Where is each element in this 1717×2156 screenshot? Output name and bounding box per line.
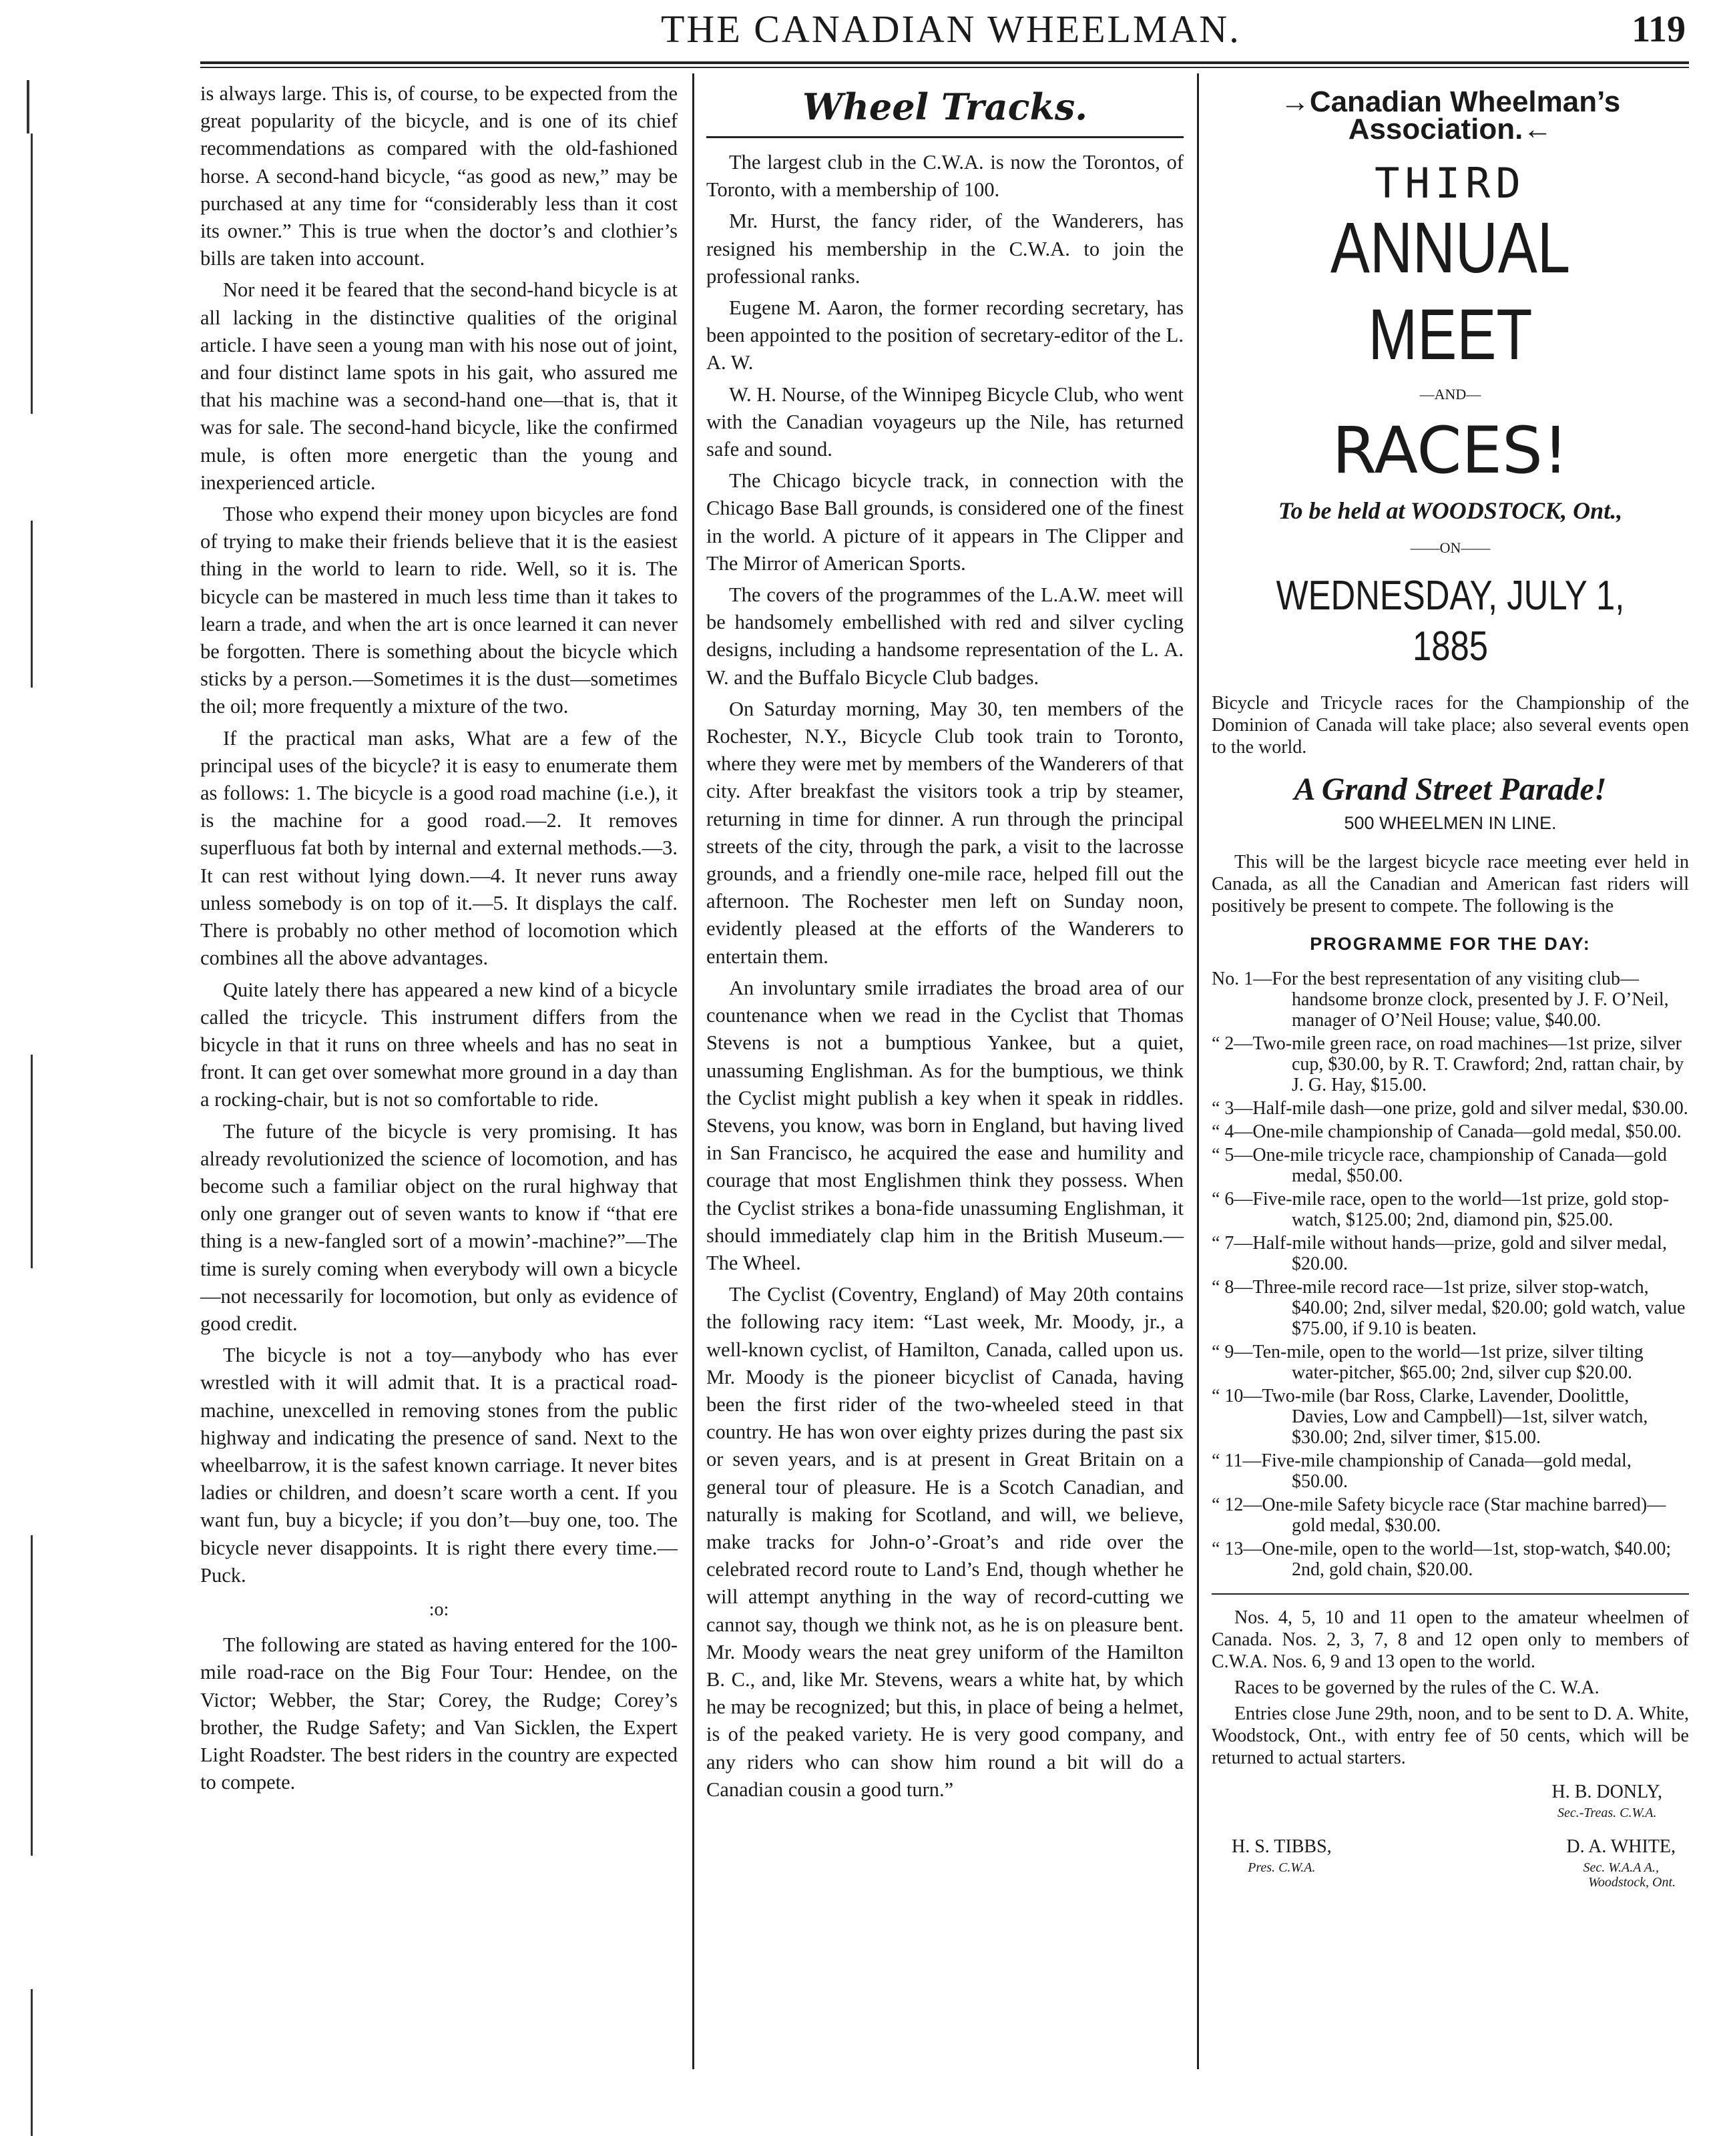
wheelmen-line: 500 WHEELMEN IN LINE. [1344,813,1557,834]
signature-donly [1552,1778,1662,1820]
programme-item: “ 11—Five-mile championship of Canada—gold medal, $50.00. [1212,1450,1632,1492]
margin-mark [31,521,33,688]
programme-item: “ 13—One-mile, open to the world—1st, stop-watch, $40.00; 2nd, gold chain, $20.00. [1212,1538,1672,1580]
signature-white [1566,1833,1676,1890]
header-rule [200,61,1689,64]
paragraph: Eugene M. Aaron, the former recording secretary, has been appointed to the position of secretary-editor of the L. A. W. [706,296,1184,374]
column-2 [706,80,1184,1808]
paragraph: An involuntary smile irradiates the broad area of our countenance when we read in the Cyclist that Thomas Stevens is not a bumptious Yankee, but a quiet, unassuming Englishman. As for the bumptious, we think the Cyclist might publish a key when it speak in riddles. Stevens, you know, was born in England, but having lived in San Francisco, he acquired the ease and humility and courage that most Englishmen think they possess. When the Cyclist strikes a bona-fide unassuming Englishman, it should immediately clap him in the British Museum.—The Wheel. [706,976,1184,1274]
programme-item: “ 2—Two-mile green race, on road machines—1st prize, silver cup, $30.00, by R. T. Crawford; 2nd, rattan chair, by J. G. Hay, $15.00. [1212,1033,1684,1095]
paragraph: Those who expend their money upon bicycles are fond of trying to make their friends believe that it is the easiest thing in the world to learn to ride. Well, so it is. The bicycle can be mastered in much less time than it takes to learn a trade, and when the art is once learned it can never be forgotten. There is something about the bicycle which sticks by a person.—Sometimes it is the dust—sometimes the oil; more frequently a mixture of the two. [200,503,678,718]
notes-paragraph: Entries close June 29th, noon, and to be sent to D. A. White, Woodstock, Ont., with entry fee of 50 cents, which will be returned to actual starters. [1212,1703,1689,1768]
paragraph: The largest club in the C.W.A. is now the Torontos, of Toronto, with a membership of 100. [706,151,1184,202]
programme-item: “ 3—Half-mile dash—one prize, gold and silver medal, $30.00. [1212,1097,1688,1119]
programme-item: “ 12—One-mile Safety bicycle race (Star machine barred)—gold medal, $30.00. [1212,1494,1666,1536]
paragraph: Mr. Hurst, the fancy rider, of the Wanderers, has resigned his membership in the C.W.A. to join the professional ranks. [706,210,1184,288]
programme-item: No. 1—For the best representation of any visiting club—handsome bronze clock, presented by J. F. O’Neil, manager of O’Neil House; value, $40.00. [1212,968,1669,1031]
largest-meeting-text: This will be the largest bicycle race meeting ever held in Canada, as all the Canadian and American fast riders will positively be present to compete. The following is the [1212,851,1689,916]
paragraph: The Chicago bicycle track, in connection with the Chicago Base Ball grounds, is considered one of the finest in the world. A picture of it appears in The Clipper and The Mirror of American Sports. [706,469,1184,575]
column-divider [692,73,694,2069]
programme-item: “ 6—Five-mile race, open to the world—1st prize, gold stop-watch, $125.00; 2nd, diamond pin, $25.00. [1212,1188,1670,1230]
annual-meet-heading: ANNUAL MEET [1330,206,1571,374]
and-label: —AND— [1419,385,1481,402]
section-heading: Wheel Tracks. [706,80,1184,138]
signatures [1212,1778,1689,1912]
page-number: 119 [1632,9,1686,50]
on-label: ——ON—— [1410,539,1491,557]
programme-item: “ 10—Two-mile (bar Ross, Clarke, Lavender, Doolittle, Davies, Low and Campbell)—1st, silver watch, $30.00; 2nd, silver timer, $15.00. [1212,1385,1648,1448]
page-title: THE CANADIAN WHEELMAN. [661,7,1241,51]
programme-list [1212,969,1689,1580]
paragraph: The future of the bicycle is very promising. It has already revolutionized the science of locomotion, and has become such a familiar object on the rural highway that only one granger out of seven wants to know if “that ere thing is a new-fangled sort of a mowin’-machine?”—The time is surely coming when everybody will own a bicycle—not necessarily for locomotion, but only as evidence of good credit. [200,1119,678,1335]
paragraph: If the practical man asks, What are a few of the principal uses of the bicycle? it is easy to enumerate them as follows: 1. The bicycle is a good road machine (i.e.), it is the machine for a good road.—2. It removes superfluous fat both by internal and external methods.—3. It can rest without lying down.—4. It never runs away unless somebody is on top of it.—5. It displays the calf. There is probably no other method of locomotion which combines all the above advantages. [200,726,678,970]
programme-item: “ 5—One-mile tricycle race, championship of Canada—gold medal, $50.00. [1212,1144,1667,1186]
signature-name: H. S. TIBBS, [1232,1836,1332,1857]
event-date: WEDNESDAY, JULY 1, 1885 [1276,573,1625,670]
paragraph: Nor need it be feared that the second-hand bicycle is at all lacking in the distinctive qualities of the original article. I have seen a young man with his nose out of joint, and four distinct lame spots in his gait, who assured me that his machine was a second-hand one—that is, that it was for sale. The second-hand bicycle, like the confirmed mule, is often more energetic than the young and inexperienced article. [200,278,678,494]
intro-text: Bicycle and Tricycle races for the Championship of the Dominion of Canada will take place; also several events open to the world. [1212,693,1689,758]
column-divider [1197,73,1199,2069]
section-separator: :o: [429,1599,449,1620]
races-heading: RACES! [1332,413,1569,488]
paragraph: On Saturday morning, May 30, ten members of the Rochester, N.Y., Bicycle Club took train to Toronto, where they were met by members of the Wanderers of that city. After breakfast the visitors took a trip by steamer, returning in time for dinner. A run through the principal streets of the city, through the park, a visit to the lacrosse grounds, and a friendly one-mile race, helped fill out the afternoon. The Rochester men left on Sunday noon, evidently pleased at the efforts of the Wanderers to entertain them. [706,697,1184,968]
column-3-advertisement [1212,80,1689,1912]
signature-tibbs [1232,1833,1332,1875]
signature-name: D. A. WHITE, [1566,1836,1676,1857]
programme-item: “ 9—Ten-mile, open to the world—1st prize, silver tilting water-pitcher, $65.00; 2nd, silver cup $20.00. [1212,1341,1644,1383]
notes-paragraph: Races to be governed by the rules of the C. W.A. [1234,1677,1600,1698]
signature-title: Sec.-Treas. C.W.A. [1557,1806,1657,1821]
margin-mark [31,133,33,414]
programme-item: “ 7—Half-mile without hands—prize, gold and silver medal, $20.00. [1212,1232,1667,1274]
signature-name: H. B. DONLY, [1551,1781,1662,1802]
running-head [200,7,1702,60]
margin-mark [31,1535,33,1856]
association-heading: →Canadian Wheelman’s Association.← [1280,85,1621,146]
paragraph: W. H. Nourse, of the Winnipeg Bicycle Club, who went with the Canadian voyageurs up the Nile, has returned safe and sound. [706,382,1184,461]
column-1 [200,80,678,1800]
notes-paragraph: Nos. 4, 5, 10 and 11 open to the amateur wheelmen of Canada. Nos. 2, 3, 7, 8 and 12 open only to members of C.W.A. Nos. 6, 9 and 13 open to the world. [1212,1607,1689,1672]
programme-item: “ 4—One-mile championship of Canada—gold medal, $50.00. [1212,1121,1682,1142]
programme-item: “ 8—Three-mile record race—1st prize, silver stop-watch, $40.00; 2nd, silver medal, $20.00; gold watch, value $75.00, if 9.10 is beaten. [1212,1276,1686,1339]
signature-title: Pres. C.W.A. [1248,1860,1316,1876]
paragraph: is always large. This is, of course, to be expected from the great popularity of the bicycle, and is one of its chief recommendations as compared with the old-fashioned horse. A second-hand bicycle, “as good as new,” may be purchased at any time for “considerably less than it cost its owner.” This is true when the doctor’s and clothier’s bills are taken into account. [200,82,678,270]
margin-mark [31,1055,33,1268]
margin-mark [27,80,29,133]
divider [1212,1593,1689,1595]
programme-heading: PROGRAMME FOR THE DAY: [1310,933,1591,954]
location-line: To be held at WOODSTOCK, Ont., [1278,497,1623,524]
signature-title: Sec. W.A.A A., [1583,1860,1659,1876]
signature-place: Woodstock, Ont. [1588,1875,1676,1890]
parade-heading: A Grand Street Parade! [1294,772,1607,808]
paragraph: The Cyclist (Coventry, England) of May 20th contains the following racy item: “Last week, Mr. Moody, jr., a well-known cyclist, of Hamilton, Canada, called upon us. Mr. Moody is the pioneer bicyclist of Canada, having been the first rider of the two-wheeled steed in that country. He has won over eighty prizes during the past six or seven years, and is at present in Great Britain on a general tour of pleasure. He is a Scotch Canadian, and naturally is making for Scotland, and will, we believe, make tracks for John-o’-Groat’s and ride over the celebrated record route to Land’s End, though whether he will attempt anything in the way of record-cutting we cannot say, though we think not, as he is on pleasure bent. Mr. Moody wears the neat grey uniform of the Hamilton B. C., and, like Mr. Stevens, wears a white hat, by which he may be recognized; but this, in place of being a helmet, is of the peaked variety. He is very good company, and any riders who can show him round a bit will do a Canadian cousin a good turn.” [706,1283,1184,1801]
paragraph: The following are stated as having entered for the 100-mile road-race on the Big Four Tour: Hendee, on the Victor; Webber, the Star; Corey, the Rudge; Corey’s brother, the Rudge Safety; and Van Sicklen, the Expert Light Roadster. The best riders in the country are expected to compete. [200,1633,678,1794]
header-rule [200,67,1689,68]
paragraph: The covers of the programmes of the L.A.W. meet will be handsomely embellished with red and silver cycling designs, including a handsome representation of the L. A. W. and the Buffalo Bicycle Club badges. [706,583,1184,689]
paragraph: Quite lately there has appeared a new kind of a bicycle called the tricycle. This instrument differs from the bicycle in that it runs on three wheels and has no seat in front. It can get over somewhat more ground in a day than a rocking-chair, but is not so comfortable to ride. [200,978,678,1111]
paragraph: The bicycle is not a toy—anybody who has ever wrestled with it will admit that. It is a practical road-machine, unexcelled in removing stones from the public highway and indicating the presence of sand. Next to the wheelbarrow, it is the safest known carriage. It never bites ladies or children, and doesn’t scare worth a cent. If you want fun, buy a bicycle; if you don’t—buy one, too. The bicycle never disappoints. It is right there every time.—Puck. [200,1344,678,1587]
margin-mark [31,1989,33,2136]
third-label: THIRD [1375,159,1526,208]
